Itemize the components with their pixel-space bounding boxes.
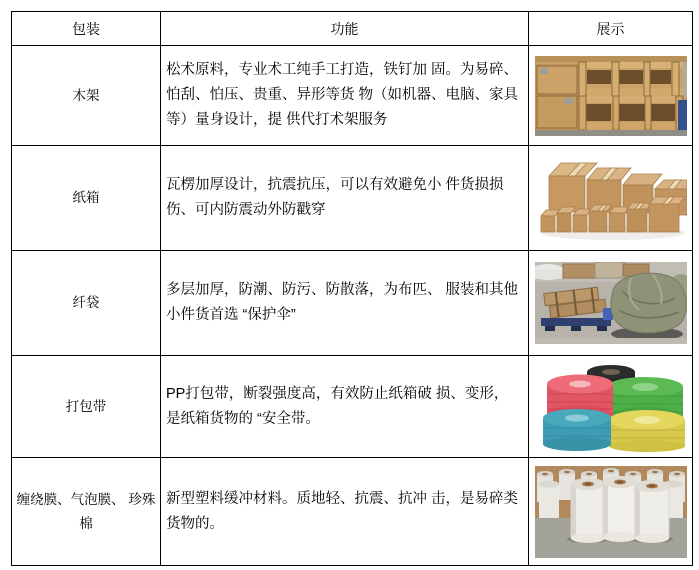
stretch-film-rolls-photo (535, 466, 687, 558)
packaging-name: 纸箱 (12, 146, 161, 251)
header-packaging: 包装 (12, 12, 161, 46)
wooden-crates-photo (535, 56, 687, 136)
display-cell (529, 356, 693, 458)
function-text: 瓦楞加厚设计，抗震抗压，可以有效避免小 件货损损伤、可内防震动外防戳穿 (161, 146, 529, 251)
cardboard-boxes-photo (535, 154, 687, 242)
display-cell (529, 458, 693, 566)
table-row (12, 146, 693, 251)
display-cell (529, 251, 693, 356)
display-cell (529, 146, 693, 251)
header-row (12, 12, 693, 46)
header-function: 功能 (161, 12, 529, 46)
function-text: 多层加厚，防潮、防污、防散落，为布匹、 服装和其他小件货首选 “保护伞” (161, 251, 529, 356)
packaging-name: 缠绕膜、气泡膜、 珍殊棉 (12, 458, 161, 566)
fiber-bags-photo (535, 262, 687, 344)
function-text: 新型塑料缓冲材料。质地轻、抗震、抗冲 击，是易碎类货物的。 (161, 458, 529, 566)
function-text: PP打包带，断裂强度高，有效防止纸箱破 损、变形，是纸箱货物的 “安全带。 (161, 356, 529, 458)
display-cell (529, 46, 693, 146)
table-row (12, 458, 693, 566)
table-row (12, 356, 693, 458)
table-row (12, 251, 693, 356)
packing-straps-photo (535, 362, 687, 452)
header-display: 展示 (529, 12, 693, 46)
table-row (12, 46, 693, 146)
packaging-table (11, 11, 693, 566)
packaging-name: 打包带 (12, 356, 161, 458)
packaging-name: 木架 (12, 46, 161, 146)
function-text: 松术原料，专业术工纯手工打造，铁钉加 固。为易碎、怕刮、怕压、贵重、异形等货 物（如机器、电脑、家具等）量身设计，提 供代打术架服务 (161, 46, 529, 146)
packaging-name: 纤袋 (12, 251, 161, 356)
